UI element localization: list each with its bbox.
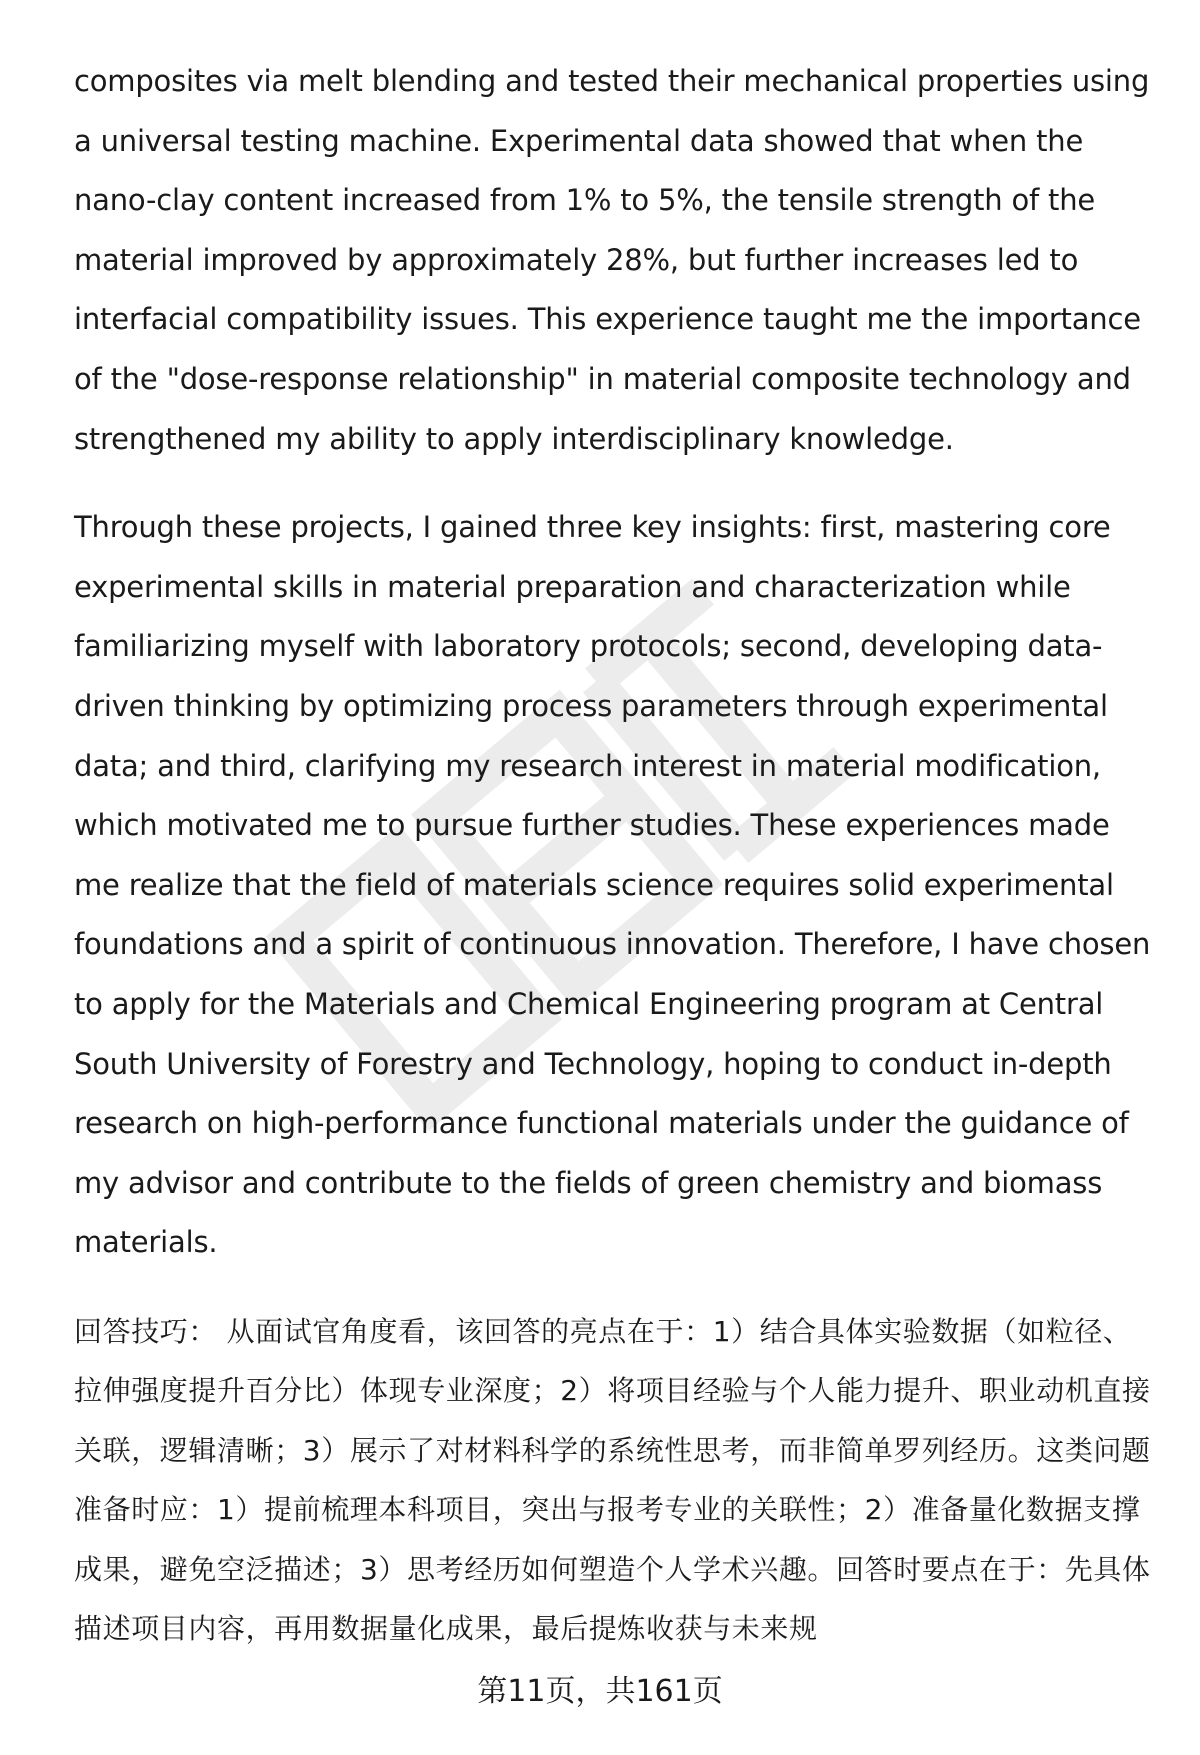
paragraph-research-experience: composites via melt blending and tested their mechanical properties using a universal testing machine. Experimental data showed that when the nano-clay content increased from 1% to 5%, the tensile strength of the material improved by approximately 28%, but further increases led to interfacial compatibility issues. This experience taught me the importance of the "dose-response relationship" in material composite technology and strengthened my ability to apply interdisciplinary knowledge. (74, 64, 1150, 456)
page-number-footer: 第11页，共161页 (477, 1674, 723, 1709)
paragraph-spacer (74, 1273, 1154, 1302)
paragraph-key-insights: Through these projects, I gained three key insights: first, mastering core experimental skills in material preparation and characterization while familiarizing myself with laboratory protocols; second, developing data-driven thinking by optimizing process parameters through experimental data; and third, clarifying my research interest in material modification, which motivated me to pursue further studies. These experiences made me realize that the field of materials science requires solid experimental foundations and a spirit of continuous innovation. Therefore, I have chosen to apply for the Materials and Chemical Engineering program at Central South University of Forestry and Technology, hoping to conduct in-depth research on high-performance functional materials under the guidance of my advisor and contribute to the fields of green chemistry and biomass materials. (74, 510, 1151, 1260)
answer-tips-paragraph: 回答技巧： 从面试官角度看，该回答的亮点在于：1）结合具体实验数据（如粒径、拉伸强度提升百分比）体现专业深度；2）将项目经验与个人能力提升、职业动机直接关联，逻辑清晰；3）展示了对材料科学的系统性思考，而非简单罗列经历。这类问题准备时应：1）提前梳理本科项目，突出与报考专业的关联性；2）准备量化数据支撑成果，避免空泛描述；3）思考经历如何塑造个人学术兴趣。回答时要点在于：先具体描述项目内容，再用数据量化成果，最后提炼收获与未来规 (74, 1314, 1151, 1646)
paragraph-spacer (74, 469, 1154, 498)
document-body (74, 52, 1154, 1659)
